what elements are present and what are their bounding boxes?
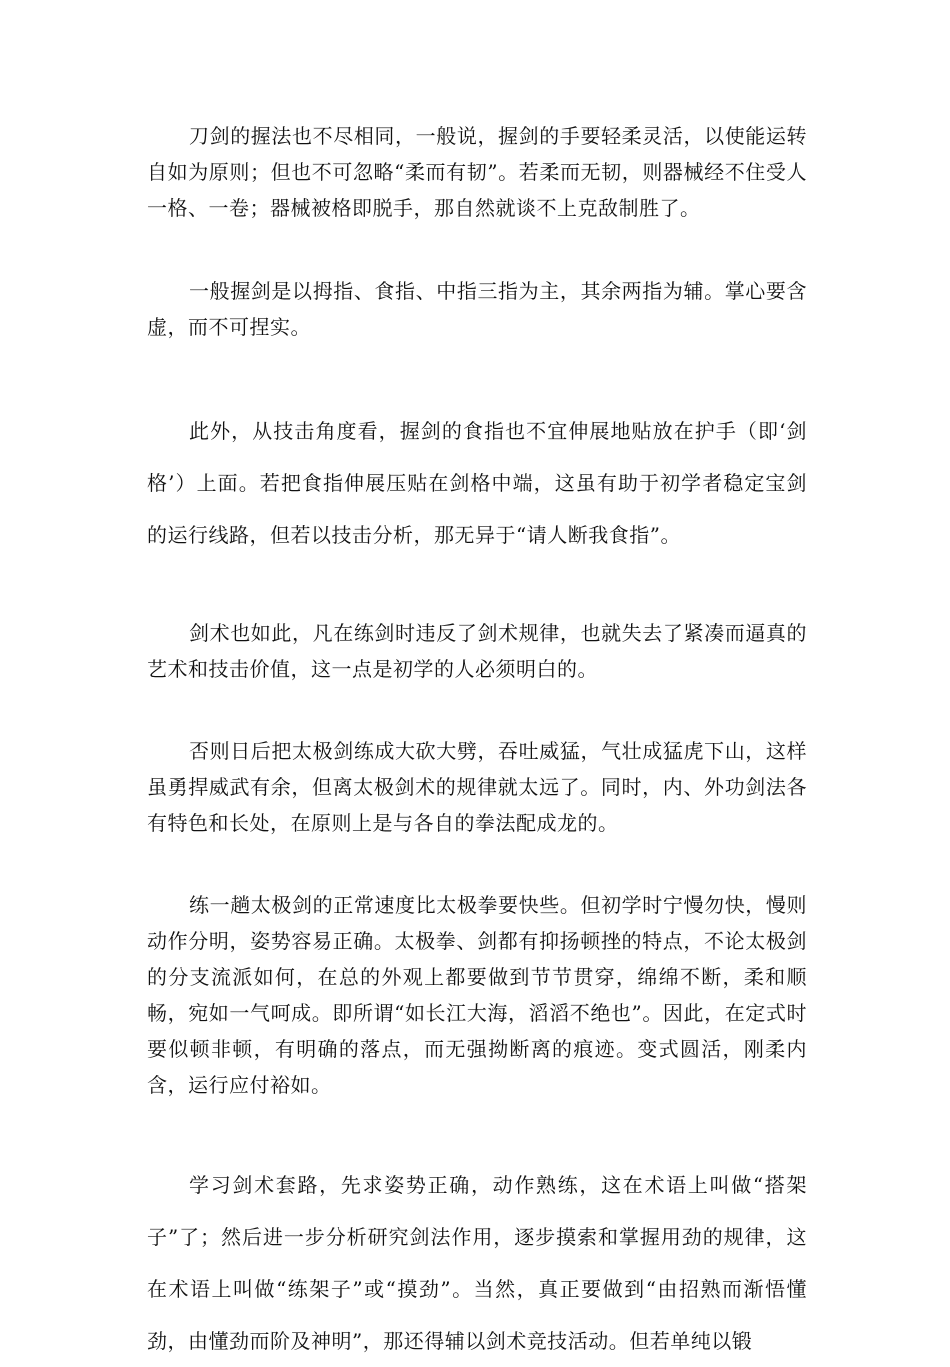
paragraph-practice-speed: 练一趟太极剑的正常速度比太极拳要快些。但初学时宁慢勿快，慢则动作分明，姿势容易正确。太极拳、剑都有抑扬顿挫的特点，不论太极剑的分支流派如何，在总的外观上都要做到节节贯穿，绵绵不断，柔和顺畅，宛如一气呵成。即所谓“如长江大海，滔滔不绝也”。因此，在定式时要似顿非顿，有明确的落点，而无强拗断离的痕迹。变式圆活，刚柔内含，运行应付裕如。	[147, 893, 807, 1097]
paragraph-three-finger-grip: 一般握剑是以拇指、食指、中指三指为主，其余两指为辅。掌心要含虚，而不可捏实。	[147, 279, 807, 339]
paragraph-index-finger: 此外，从技击角度看，握剑的食指也不宜伸展地贴放在护手（即‘剑格’）上面。若把食指伸展压贴在剑格中端，这虽有助于初学者稳定宝剑的运行线路，但若以技击分析，那无异于“请人断我食指”。	[147, 419, 807, 547]
document-page	[147, 118, 807, 1367]
paragraph-taiji-style: 否则日后把太极剑练成大砍大劈，吞吐威猛，气壮成猛虎下山，这样虽勇捍威武有余，但离太极剑术的规律就太远了。同时，内、外功剑法各有特色和长处，在原则上是与各自的拳法配成龙的。	[147, 739, 807, 835]
paragraph-learning-routine: 学习剑术套路，先求姿势正确，动作熟练，这在术语上叫做“搭架子”了；然后进一步分析研究剑法作用，逐步摸索和掌握用劲的规律，这在术语上叫做“练架子”或“摸劲”。当然，真正要做到“由招熟而渐悟懂劲，由懂劲而阶及神明”，那还得辅以剑术竞技活动。但若单纯以锻	[147, 1173, 807, 1353]
paragraph-sword-rules: 剑术也如此，凡在练剑时违反了剑术规律，也就失去了紧凑而逼真的艺术和技击价值，这一点是初学的人必须明白的。	[147, 621, 807, 681]
paragraph-grip-flexibility: 刀剑的握法也不尽相同，一般说，握剑的手要轻柔灵活，以使能运转自如为原则；但也不可忽略“柔而有韧”。若柔而无韧，则器械经不住受人一格、一卷；器械被格即脱手，那自然就谈不上克敌制胜了。	[147, 124, 807, 220]
